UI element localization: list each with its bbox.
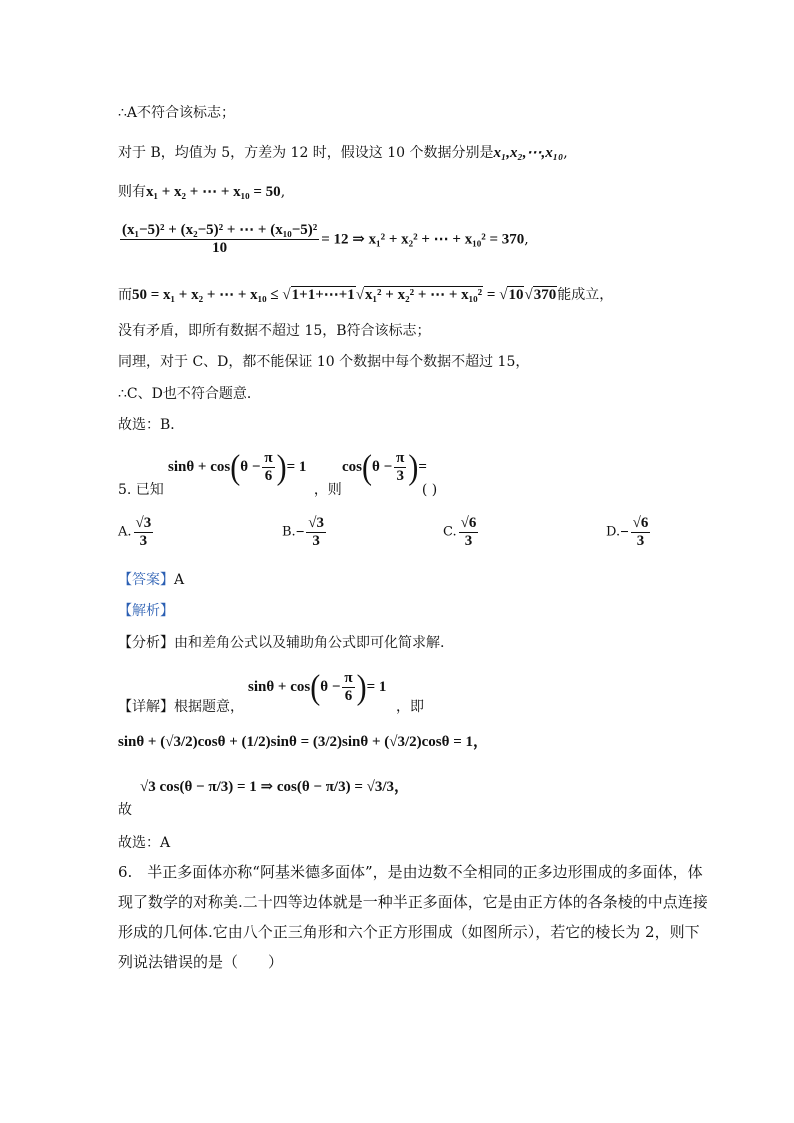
q6-line: 现了数学的对称美.二十四等边体就是一种半正多面体，它是由正方体的各条棱的中点连接 bbox=[118, 893, 708, 911]
option-sign: − bbox=[295, 524, 305, 541]
text-span: ，即 bbox=[396, 699, 424, 715]
fraction-numerator: √3 bbox=[135, 515, 152, 531]
detail-line-2 bbox=[118, 730, 488, 751]
fraction-denominator: 3 bbox=[312, 533, 320, 549]
text-line: 同理，对于 C、D，都不能保证 10 个数据中每个数据不超过 15， bbox=[118, 354, 530, 370]
fraction-denominator: 6 bbox=[344, 688, 353, 704]
option-a bbox=[118, 515, 155, 550]
q5-stem bbox=[118, 480, 437, 500]
math-formula: 50 = x₁ + x₂ + ⋯ + x₁₀ ≤ bbox=[132, 287, 283, 303]
math-formula: = 12 ⇒ x₁² + x₂² + ⋯ + x₁₀² = 370 bbox=[321, 231, 525, 248]
gu-text: 故 bbox=[118, 802, 132, 818]
sqrt-body: 1+1+⋯+1 bbox=[291, 287, 355, 303]
left-paren: ( bbox=[230, 447, 241, 486]
text-line: 故选：B． bbox=[118, 417, 185, 433]
math-formula: x₁,x₂,⋯,x₁₀ bbox=[493, 145, 564, 161]
option-value bbox=[306, 515, 326, 550]
option-sign: − bbox=[620, 524, 629, 541]
math-formula: θ − bbox=[372, 458, 393, 475]
right-paren: ) bbox=[276, 447, 287, 486]
text-span: 而 bbox=[118, 287, 132, 303]
q6-line: 6. 半正多面体亦称“阿基米德多面体”，是由边数不全相同的正多边形围成的多面体，体 bbox=[118, 863, 703, 881]
answer-blank: ( ) bbox=[421, 482, 438, 498]
math-formula: θ − bbox=[320, 678, 341, 695]
math-formula: θ − bbox=[240, 458, 261, 475]
answer-tag: 【答案】 bbox=[118, 572, 174, 588]
fraction-numerator: π bbox=[344, 670, 353, 686]
fraction-numerator: √3 bbox=[308, 515, 324, 531]
fraction-numerator: (x₁−5)² + (x₂−5)² + ⋯ + (x₁₀−5)² bbox=[122, 222, 318, 238]
text-line bbox=[118, 143, 568, 163]
text-span: , bbox=[524, 231, 529, 248]
text-span: , bbox=[280, 184, 286, 200]
option-value bbox=[631, 515, 651, 550]
math-formula: sinθ + cos bbox=[168, 458, 231, 475]
option-d bbox=[606, 515, 652, 550]
sqrt-body: 10 bbox=[508, 287, 524, 303]
option-label: C. bbox=[443, 524, 457, 540]
text-line bbox=[118, 182, 285, 202]
text-line: ∴C、D也不符合题意． bbox=[118, 386, 261, 402]
option-label: D. bbox=[606, 524, 621, 540]
text-span: , bbox=[563, 145, 568, 161]
math-formula: = bbox=[418, 458, 427, 475]
detail-tag: 【详解】根据题意， bbox=[118, 699, 244, 715]
question-number: 5. 已知 bbox=[118, 482, 164, 498]
analysis-text: 【分析】由和差角公式以及辅助角公式即可化简求解. bbox=[118, 635, 445, 651]
fraction-numerator: π bbox=[264, 450, 273, 466]
detail-line bbox=[118, 697, 424, 717]
math-formula: = 1 bbox=[286, 458, 307, 475]
answer-value: A bbox=[174, 572, 185, 588]
variance-fraction bbox=[120, 222, 319, 257]
math-formula: sinθ + cos bbox=[248, 678, 311, 695]
option-value bbox=[459, 515, 479, 550]
option-b bbox=[282, 515, 328, 550]
sqrt-body: 370 bbox=[533, 287, 557, 303]
fraction-denominator: 3 bbox=[139, 533, 148, 549]
answer-line bbox=[118, 570, 184, 590]
text-span: ，则 bbox=[313, 482, 342, 498]
math-formula: √1+1+⋯+1√x₁² + x₂² + ⋯ + x₁₀² = √10√370 bbox=[282, 287, 557, 303]
fraction-numerator: √6 bbox=[460, 515, 477, 531]
math-formula: x₁ + x₂ + ⋯ + x₁₀ = 50 bbox=[146, 184, 281, 200]
math-formula: √3 cos(θ − π/3) = 1 ⇒ cos(θ − π/3) = √3/3 bbox=[140, 779, 395, 795]
math-formula: sinθ + (√3/2)cosθ + (1/2)sinθ = (3/2)sinθ + (√3/2)cosθ = 1 bbox=[118, 734, 474, 750]
text-span: 对于 B，均值为 5，方差为 12 时，假设这 10 个数据分别是 bbox=[118, 145, 494, 161]
math-line bbox=[118, 285, 613, 305]
math-line bbox=[118, 222, 529, 257]
fraction-numerator: π bbox=[396, 450, 405, 466]
fraction-denominator: 10 bbox=[212, 240, 228, 256]
math-formula: cos bbox=[342, 458, 362, 475]
text-span: 则有 bbox=[118, 184, 146, 200]
text-line: 没有矛盾，即所有数据不超过 15，B符合该标志； bbox=[118, 323, 431, 339]
text-span: 能成立， bbox=[557, 287, 614, 303]
sqrt-body: x₁² + x₂² + ⋯ + x₁₀² bbox=[365, 287, 483, 303]
fraction-denominator: 3 bbox=[396, 468, 404, 484]
math-formula: = bbox=[483, 287, 500, 303]
detail-line-3 bbox=[140, 775, 409, 796]
analysis-tag: 【解析】 bbox=[118, 603, 174, 619]
fraction-denominator: 3 bbox=[636, 533, 645, 549]
text-span: ， bbox=[394, 779, 410, 795]
option-c bbox=[443, 515, 480, 550]
right-paren: ) bbox=[408, 447, 419, 486]
fraction-denominator: 3 bbox=[464, 533, 473, 549]
option-label: B. bbox=[282, 524, 296, 540]
q6-line: 列说法错误的是（ ） bbox=[118, 953, 284, 971]
left-paren: ( bbox=[362, 447, 372, 486]
right-paren: ) bbox=[356, 667, 367, 706]
text-span: ， bbox=[473, 734, 489, 750]
option-value bbox=[134, 515, 154, 550]
choose-text: 故选：A bbox=[118, 835, 171, 851]
option-label: A. bbox=[118, 524, 132, 540]
fraction-numerator: √6 bbox=[632, 515, 649, 531]
text-line: ∴A不符合该标志； bbox=[118, 105, 236, 121]
math-formula: = 1 bbox=[366, 678, 387, 695]
left-paren: ( bbox=[310, 667, 321, 706]
q6-line: 形成的几何体.它由八个正三角形和六个正方形围成（如图所示），若它的棱长为 2，则下 bbox=[118, 923, 700, 941]
fraction-denominator: 6 bbox=[264, 468, 273, 484]
